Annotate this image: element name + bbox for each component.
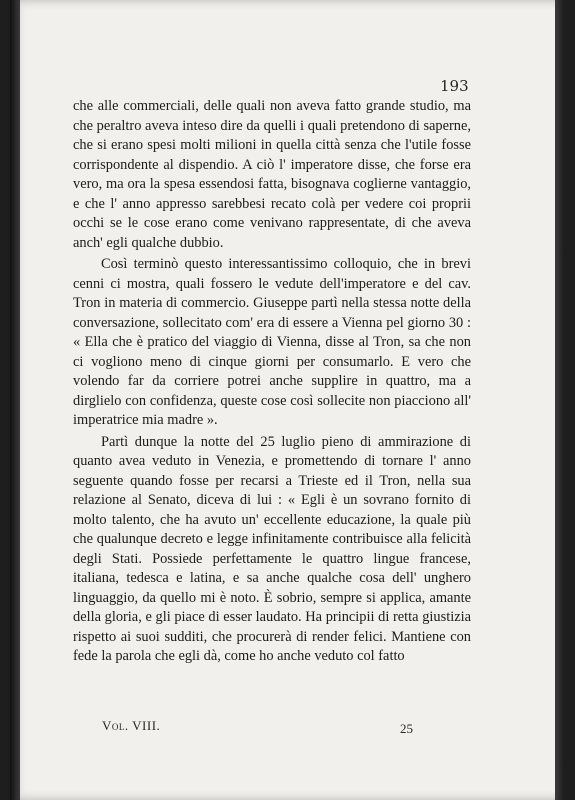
signature-mark: 25: [400, 721, 413, 736]
book-page: [10, 0, 565, 800]
paragraph-3: Partì dunque la notte del 25 luglio pieno di ammirazione di quanto avea veduto in Venezia, e promettendo di tornare l' anno seguente quando fosse per recarsi a Trieste ed il Tron, nella sua relazione al Senato, diceva di lui : « Egli è un sovrano fornito di molto talento, che ha avuto un' eccellente educazione, la quale più che qualunque decreto e legge infinitamente contribuisce alla felicità degli Stati. Possiede perfettamente le quattro lingue francese, italiana, tedesca e latina, e sa anche qualche cosa dell' unghero linguaggio, da quello mi è noto. È sobrio, sempre si applica, amante della gloria, e gli piace di esser laudato. Ha principii di retta giustizia rispetto ai suoi sudditi, che procurerà di render felici. Mantiene con fede la parola che egli dà, come ho anche veduto col fatto: [73, 433, 471, 664]
volume-label: Vol. VIII.: [102, 718, 161, 733]
page-right-shadow: [555, 0, 565, 800]
paragraph-1: che alle commerciali, delle quali non aveva fatto grande studio, ma che peraltro aveva inteso dire da quelli i quali pretendono di saperne, che si erano spesi molti milioni in quella città senza che l'utile fosse corrispondente al dispendio. A ciò l' imperatore disse, che forse era vero, ma ora la spesa essendosi fatta, bisognava coglierne vantaggio, e che l' anno appresso sarebbesi recato colà per vedere coi proprii occhi se le cose erano come venivano rappresentate, di che aveva anch' egli qualche dubbio.: [73, 98, 471, 251]
page-number: 193: [440, 77, 469, 95]
page-left-shadow: [10, 0, 20, 800]
paragraph-2: Così terminò questo interessantissimo colloquio, che in brevi cenni ci mostra, quali fossero le vedute dell'imperatore e del cav. Tron in materia di commercio. Giuseppe partì nella stessa notte della conversazione, sollecitato com' era di essere a Vienna pel giorno 30 : « Ella che è pratico del viaggio di Vienna, disse al Tron, sa che non ci vogliono meno di cinque giorni per consumarlo. E vero che volendo far da corriere potrei anche supplire in quattro, ma a dirglielo con confidenza, queste cose così sollecite non piacciono all' imperatrice mia madre ».: [73, 256, 471, 428]
body-text: [73, 97, 471, 667]
